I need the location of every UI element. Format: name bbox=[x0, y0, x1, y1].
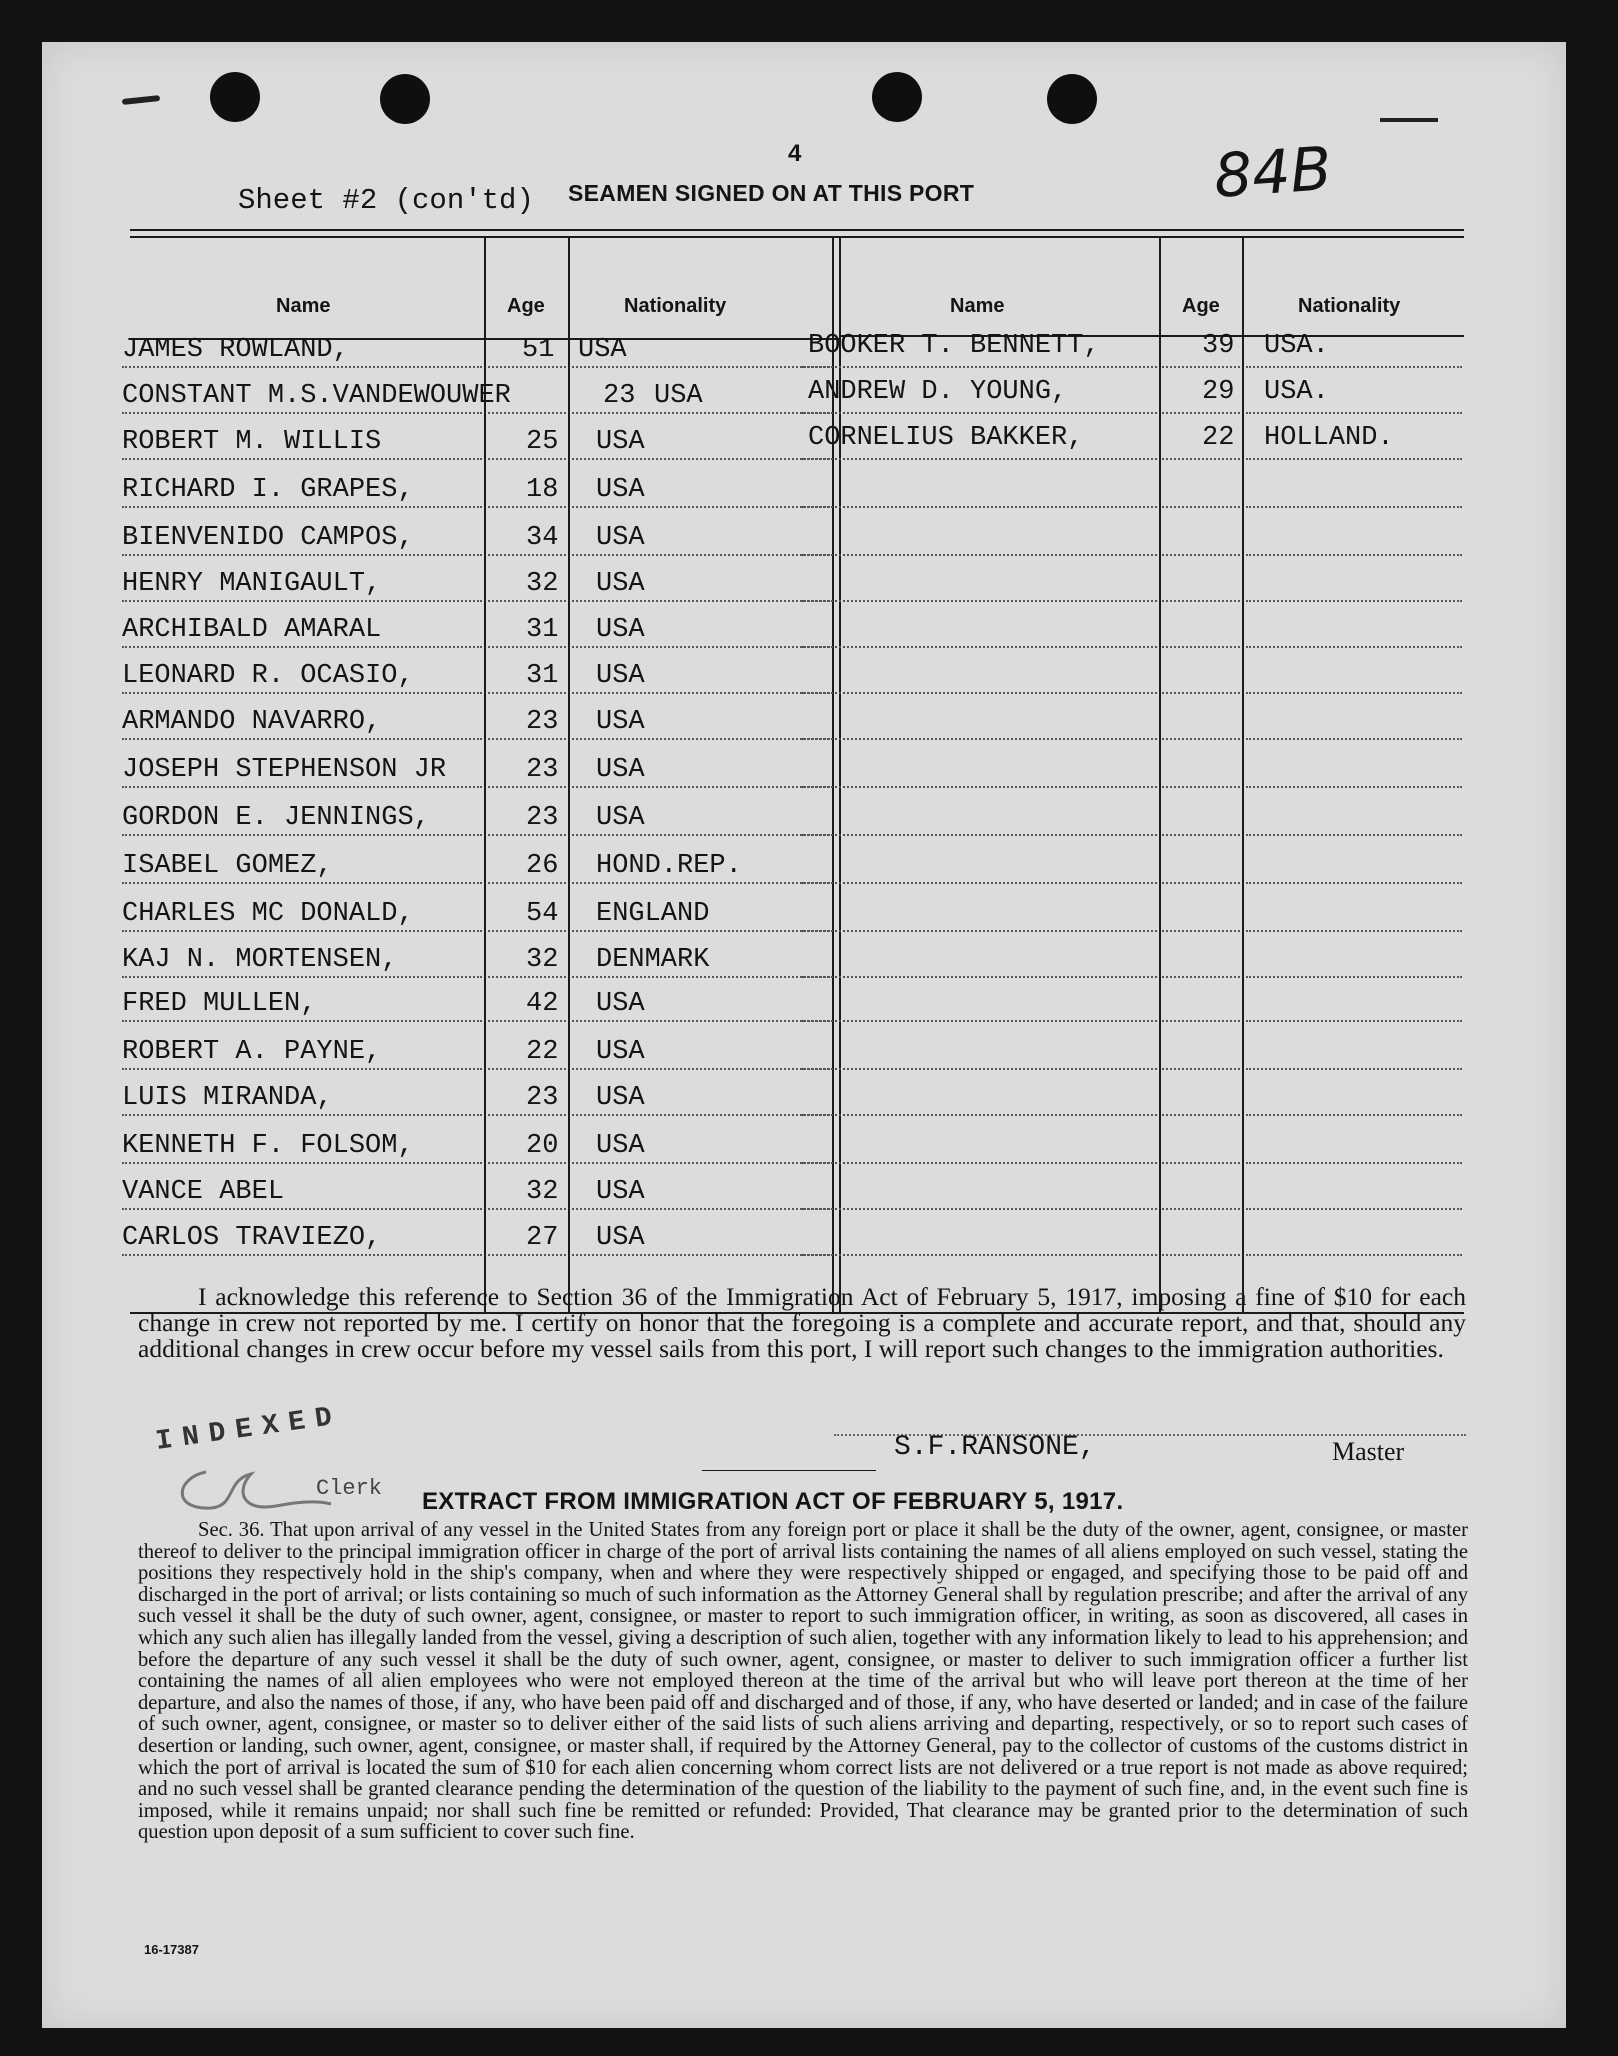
row-line bbox=[1162, 1254, 1240, 1256]
crew-name: CORNELIUS BAKKER, bbox=[808, 423, 1084, 453]
row-line bbox=[1162, 738, 1240, 740]
row-line bbox=[1162, 1162, 1240, 1164]
extract-title: EXTRACT FROM IMMIGRATION ACT OF FEBRUARY 5, 1917. bbox=[422, 1488, 1124, 1515]
crew-age: 23 bbox=[526, 707, 559, 737]
master-label: Master bbox=[1332, 1437, 1405, 1466]
column-divider bbox=[1242, 238, 1244, 1312]
row-line bbox=[1162, 882, 1240, 884]
column-header-age: Age bbox=[507, 295, 545, 317]
row-line bbox=[122, 1020, 482, 1022]
crew-nationality: USA bbox=[654, 381, 703, 411]
row-line bbox=[1162, 600, 1240, 602]
crew-name: BOOKER T. BENNETT, bbox=[808, 331, 1100, 361]
row-line bbox=[1246, 1114, 1462, 1116]
row-line bbox=[122, 1162, 482, 1164]
row-line bbox=[802, 554, 1157, 556]
row-line bbox=[572, 1208, 830, 1210]
crew-nationality: USA bbox=[596, 1223, 645, 1253]
row-line bbox=[488, 1068, 566, 1070]
row-line bbox=[122, 506, 482, 508]
row-line bbox=[802, 1162, 1157, 1164]
row-line bbox=[572, 1254, 830, 1256]
row-line bbox=[802, 738, 1157, 740]
crew-age: 32 bbox=[526, 569, 559, 599]
signature-line bbox=[702, 1470, 876, 1471]
crew-age: 22 bbox=[526, 1037, 559, 1067]
row-line bbox=[488, 692, 566, 694]
crew-age: 25 bbox=[526, 427, 559, 457]
crew-name: CARLOS TRAVIEZO, bbox=[122, 1223, 382, 1253]
row-line bbox=[1246, 1020, 1462, 1022]
row-line bbox=[802, 1020, 1157, 1022]
crew-age: 23 bbox=[526, 755, 559, 785]
crew-age: 29 bbox=[1202, 377, 1235, 407]
crew-nationality: HOND.REP. bbox=[596, 851, 742, 881]
row-line bbox=[1246, 976, 1462, 978]
row-line bbox=[1246, 506, 1462, 508]
table-top-rule bbox=[130, 229, 1464, 231]
row-line bbox=[488, 458, 566, 460]
crew-nationality: USA bbox=[596, 1037, 645, 1067]
crew-nationality: USA. bbox=[1264, 331, 1329, 361]
row-line bbox=[1162, 412, 1240, 414]
row-line bbox=[1162, 976, 1240, 978]
row-line bbox=[1162, 1020, 1240, 1022]
crew-nationality: USA bbox=[596, 707, 645, 737]
row-line bbox=[1246, 834, 1462, 836]
crew-name: JAMES ROWLAND, bbox=[122, 335, 349, 365]
row-line bbox=[572, 1114, 830, 1116]
crew-nationality: DENMARK bbox=[596, 945, 710, 975]
row-line bbox=[572, 1162, 830, 1164]
row-line bbox=[488, 600, 566, 602]
crew-nationality: USA bbox=[596, 475, 645, 505]
row-line bbox=[122, 458, 482, 460]
row-line bbox=[488, 1208, 566, 1210]
row-line bbox=[1246, 412, 1462, 414]
crew-nationality: USA bbox=[578, 335, 627, 365]
punch-hole bbox=[380, 74, 430, 124]
crew-nationality: HOLLAND. bbox=[1264, 423, 1394, 453]
column-divider bbox=[568, 238, 570, 1312]
row-line bbox=[1246, 786, 1462, 788]
row-line bbox=[122, 834, 482, 836]
row-line bbox=[802, 976, 1157, 978]
row-line bbox=[488, 1020, 566, 1022]
row-line bbox=[802, 1208, 1157, 1210]
row-line bbox=[1162, 930, 1240, 932]
row-line bbox=[1162, 1114, 1240, 1116]
row-line bbox=[802, 1068, 1157, 1070]
row-line bbox=[1162, 554, 1240, 556]
row-line bbox=[122, 786, 482, 788]
row-line bbox=[1246, 366, 1462, 368]
row-line bbox=[1162, 646, 1240, 648]
row-line bbox=[802, 786, 1157, 788]
row-line bbox=[488, 506, 566, 508]
row-line bbox=[572, 786, 830, 788]
crew-nationality: USA bbox=[596, 1131, 645, 1161]
row-line bbox=[1246, 646, 1462, 648]
row-line bbox=[1162, 366, 1240, 368]
crew-nationality: USA bbox=[596, 1177, 645, 1207]
row-line bbox=[1162, 1068, 1240, 1070]
row-line bbox=[1246, 1162, 1462, 1164]
crew-name: LUIS MIRANDA, bbox=[122, 1083, 333, 1113]
row-line bbox=[802, 600, 1157, 602]
row-line bbox=[488, 1162, 566, 1164]
crew-name: BIENVENIDO CAMPOS, bbox=[122, 523, 414, 553]
column-header-nationality: Nationality bbox=[624, 295, 727, 317]
crew-name: CHARLES MC DONALD, bbox=[122, 899, 414, 929]
row-line bbox=[802, 882, 1157, 884]
sheet-label: Sheet #2 (con'td) bbox=[238, 184, 534, 217]
punch-hole bbox=[1047, 74, 1097, 124]
form-number: 16-17387 bbox=[144, 1942, 199, 1957]
crew-name: ISABEL GOMEZ, bbox=[122, 851, 333, 881]
crew-nationality: USA. bbox=[1264, 377, 1329, 407]
crew-name: FRED MULLEN, bbox=[122, 989, 317, 1019]
crew-nationality: USA bbox=[596, 1083, 645, 1113]
crew-nationality: USA bbox=[596, 523, 645, 553]
row-line bbox=[122, 554, 482, 556]
row-line bbox=[122, 1114, 482, 1116]
crew-age: 26 bbox=[526, 851, 559, 881]
crew-nationality: USA bbox=[596, 755, 645, 785]
row-line bbox=[572, 1020, 830, 1022]
crew-age: 31 bbox=[526, 615, 559, 645]
row-line bbox=[1162, 692, 1240, 694]
row-line bbox=[1246, 458, 1462, 460]
crew-name: JOSEPH STEPHENSON JR bbox=[122, 755, 447, 785]
row-line bbox=[1162, 458, 1240, 460]
row-line bbox=[1162, 506, 1240, 508]
row-line bbox=[488, 554, 566, 556]
crew-name: ROBERT M. WILLIS bbox=[122, 427, 382, 457]
row-line bbox=[488, 930, 566, 932]
crew-name: ARMANDO NAVARRO, bbox=[122, 707, 382, 737]
pen-mark bbox=[122, 95, 160, 105]
crew-nationality: USA bbox=[596, 803, 645, 833]
row-line bbox=[572, 930, 830, 932]
crew-nationality: USA bbox=[596, 569, 645, 599]
crew-nationality: USA bbox=[596, 661, 645, 691]
punch-hole bbox=[872, 72, 922, 122]
row-line bbox=[572, 646, 830, 648]
crew-age: 54 bbox=[526, 899, 559, 929]
punch-hole bbox=[210, 72, 260, 122]
row-line bbox=[572, 412, 830, 414]
acknowledgement-text: I acknowledge this reference to Section 36 of the Immigration Act of February 5, 1917, imposing a fine of $10 for each change in crew not reported by me. I certify on honor that the foregoing is a complete and accurate report, and that, should any additional changes in crew occur before my vessel sails from this port, I will report such changes to the immigration authorities. bbox=[138, 1282, 1466, 1363]
row-line bbox=[122, 600, 482, 602]
row-line bbox=[122, 692, 482, 694]
row-line bbox=[122, 1068, 482, 1070]
column-header-nationality: Nationality bbox=[1298, 295, 1401, 317]
row-line bbox=[802, 506, 1157, 508]
clerk-initials-scribble bbox=[166, 1460, 336, 1520]
row-line bbox=[488, 882, 566, 884]
row-line bbox=[572, 882, 830, 884]
row-line bbox=[488, 976, 566, 978]
extract-text: Sec. 36. That upon arrival of any vessel in the United States from any foreign port or place it shall be the duty of the owner, agent, consignee, or master thereof to deliver to the principal immigration officer in charge of the port of arrival lists containing the names of all aliens employed on such vessel, stating the positions they respectively hold in the ship's company, when and where they were respectively shipped or engaged, and specifying those to be paid off and discharged in the port of arrival; or lists containing so much of such information as the Attorney General shall by regulation prescribe; and after the arrival of any such vessel it shall be the duty of such owner, agent, consignee, or master to report to such immigration officer, in writing, as soon as discovered, all cases in which any such alien has illegally landed from the vessel, giving a description of such alien, together with any information likely to lead to his apprehension; and before the departure of any such vessel it shall be the duty of such owner, agent, consignee, or master to deliver to such immigration officer a further list containing the names of all alien employees who were not employed thereon at the time of the arrival but who will leave port thereon at the time of her departure, and also the names of those, if any, who have been paid off and discharged and of those, if any, who have deserted or landed; and in case of the failure of such owner, agent, consignee, or master so to deliver either of the said lists of such aliens arriving and departing, respectively, or so to report such cases of desertion or landing, such owner, agent, consignee, or master shall, if required by the Attorney General, pay to the collector of customs of the customs district in which the port of arrival is located the sum of $10 for each alien concerning whom correct lists are not delivered or a true report is not made as above required; and no such vessel shall be granted clearance pending the determination of the question of the liability to the payment of such fine, and, in the event such fine is imposed, while it remains unpaid; nor shall such fine be remitted or refunded: Provided, That clearance may be granted prior to the determination of such question upon deposit of a sum sufficient to cover such fine. bbox=[138, 1519, 1468, 1844]
row-line bbox=[802, 692, 1157, 694]
row-line bbox=[802, 458, 1157, 460]
row-line bbox=[1246, 692, 1462, 694]
row-line bbox=[1246, 600, 1462, 602]
row-line bbox=[488, 646, 566, 648]
crew-age: 23 bbox=[526, 803, 559, 833]
row-line bbox=[572, 506, 830, 508]
master-signature: S.F.RANSONE, bbox=[894, 1432, 1096, 1463]
crew-name: VANCE ABEL bbox=[122, 1177, 285, 1207]
row-line bbox=[488, 1114, 566, 1116]
row-line bbox=[802, 1114, 1157, 1116]
crew-age: 39 bbox=[1202, 331, 1235, 361]
row-line bbox=[122, 366, 482, 368]
row-line bbox=[488, 366, 566, 368]
crew-age: 27 bbox=[526, 1223, 559, 1253]
crew-age: 32 bbox=[526, 1177, 559, 1207]
crew-age: 22 bbox=[1202, 423, 1235, 453]
crew-name: LEONARD R. OCASIO, bbox=[122, 661, 414, 691]
row-line bbox=[122, 646, 482, 648]
row-line bbox=[122, 1208, 482, 1210]
crew-age: 18 bbox=[526, 475, 559, 505]
crew-age: 20 bbox=[526, 1131, 559, 1161]
page-number: 4 bbox=[788, 140, 802, 167]
row-line bbox=[122, 1254, 482, 1256]
row-line bbox=[488, 786, 566, 788]
crew-name: RICHARD I. GRAPES, bbox=[122, 475, 414, 505]
clerk-stamp: Clerk bbox=[316, 1476, 383, 1501]
column-header-name: Name bbox=[950, 295, 1005, 317]
column-divider bbox=[1159, 238, 1161, 1312]
crew-name: HENRY MANIGAULT, bbox=[122, 569, 382, 599]
row-line bbox=[1162, 1208, 1240, 1210]
crew-age: 32 bbox=[526, 945, 559, 975]
row-line bbox=[488, 738, 566, 740]
row-line bbox=[802, 412, 1157, 414]
row-line bbox=[572, 834, 830, 836]
row-line bbox=[122, 976, 482, 978]
row-line bbox=[802, 930, 1157, 932]
crew-age: 42 bbox=[526, 989, 559, 1019]
crew-name: GORDON E. JENNINGS, bbox=[122, 803, 430, 833]
row-line bbox=[572, 976, 830, 978]
table-top-rule bbox=[130, 236, 1464, 238]
crew-nationality: USA bbox=[596, 989, 645, 1019]
crew-age: 23 bbox=[526, 1083, 559, 1113]
row-line bbox=[122, 930, 482, 932]
crew-nationality: USA bbox=[596, 615, 645, 645]
row-line bbox=[1162, 786, 1240, 788]
row-line bbox=[572, 458, 830, 460]
column-header-age: Age bbox=[1182, 295, 1220, 317]
row-line bbox=[572, 600, 830, 602]
row-line bbox=[122, 882, 482, 884]
pen-mark bbox=[1380, 118, 1438, 122]
row-line bbox=[572, 738, 830, 740]
row-line bbox=[488, 1254, 566, 1256]
row-line bbox=[1162, 834, 1240, 836]
crew-name: KENNETH F. FOLSOM, bbox=[122, 1131, 414, 1161]
crew-name: ARCHIBALD AMARAL bbox=[122, 615, 382, 645]
row-line bbox=[802, 646, 1157, 648]
crew-name: KAJ N. MORTENSEN, bbox=[122, 945, 398, 975]
row-line bbox=[572, 1068, 830, 1070]
row-line bbox=[1246, 930, 1462, 932]
page-title: SEAMEN SIGNED ON AT THIS PORT bbox=[568, 180, 975, 206]
crew-name: ANDREW D. YOUNG, bbox=[808, 377, 1068, 407]
row-line bbox=[1246, 1068, 1462, 1070]
row-line bbox=[122, 412, 482, 414]
crew-name: CONSTANT M.S.VANDEWOUWER bbox=[122, 381, 511, 411]
crew-age: 34 bbox=[526, 523, 559, 553]
row-line bbox=[572, 692, 830, 694]
row-line bbox=[1246, 554, 1462, 556]
row-line bbox=[802, 366, 1157, 368]
crew-name: ROBERT A. PAYNE, bbox=[122, 1037, 382, 1067]
crew-age: 31 bbox=[526, 661, 559, 691]
row-line bbox=[1246, 1254, 1462, 1256]
row-line bbox=[1246, 882, 1462, 884]
row-line bbox=[488, 834, 566, 836]
row-line bbox=[802, 1254, 1157, 1256]
row-line bbox=[122, 738, 482, 740]
row-line bbox=[1246, 1208, 1462, 1210]
row-line bbox=[488, 412, 566, 414]
crew-age: 51 bbox=[522, 335, 555, 365]
row-line bbox=[1246, 738, 1462, 740]
row-line bbox=[572, 554, 830, 556]
column-header-name: Name bbox=[276, 295, 331, 317]
crew-nationality: USA bbox=[596, 427, 645, 457]
row-line bbox=[572, 366, 830, 368]
crew-age: 23 bbox=[603, 381, 636, 411]
row-line bbox=[802, 834, 1157, 836]
indexed-stamp: INDEXED bbox=[153, 1401, 344, 1458]
document-page bbox=[42, 42, 1566, 2028]
crew-nationality: ENGLAND bbox=[596, 899, 710, 929]
handwritten-number: 84B bbox=[1211, 133, 1334, 213]
